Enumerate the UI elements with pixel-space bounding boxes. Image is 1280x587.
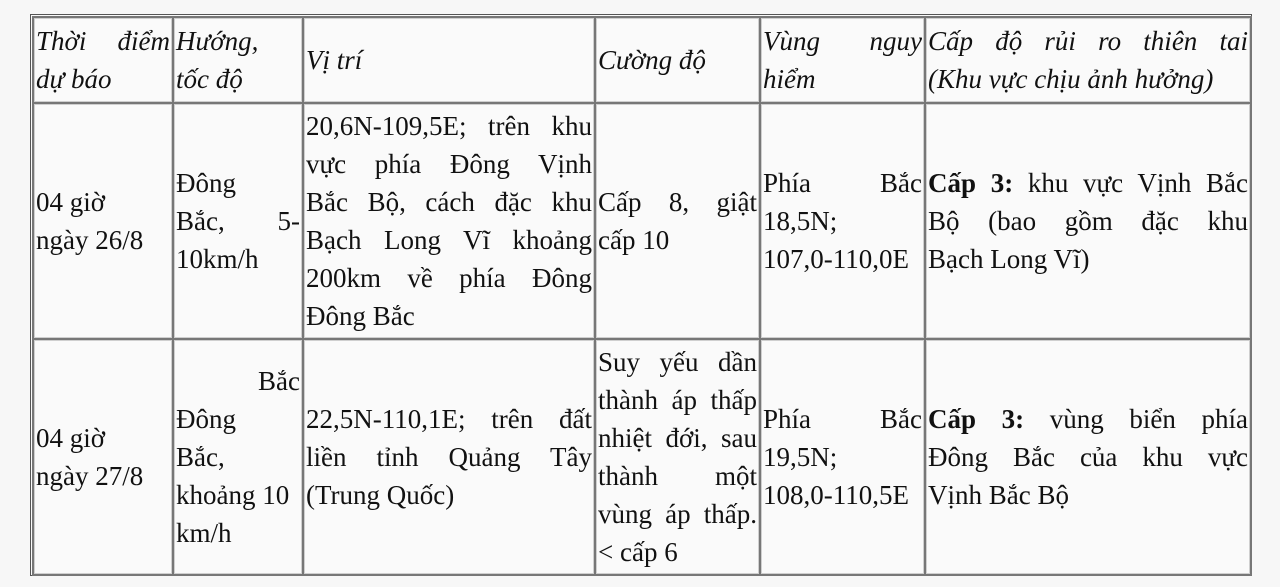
cell-direction: Đông Bắc, 5- 10km/h [173, 103, 303, 339]
cell-position: 22,5N-110,1E; trên đất liền tỉnh Quảng Tây (Trung Quốc) [303, 339, 595, 575]
header-direction-speed: Hướng, tốc độ [173, 17, 303, 103]
cell-position: 20,6N-109,5E; trên khu vực phía Đông Vịnh Bắc Bộ, cách đặc khu Bạch Long Vĩ khoảng 200km về phía Đông Đông Bắc [303, 103, 595, 339]
header-risk-level: Cấp độ rủi ro thiên tai (Khu vực chịu ảnh hưởng) [925, 17, 1251, 103]
risk-level-label: Cấp 3: [928, 404, 1025, 434]
header-position: Vị trí [303, 17, 595, 103]
cell-intensity: Cấp 8, giật cấp 10 [595, 103, 760, 339]
cell-danger-zone: Phía Bắc 18,5N; 107,0-110,0E [760, 103, 925, 339]
header-intensity: Cường độ [595, 17, 760, 103]
cell-risk-level: Cấp 3: khu vực Vịnh Bắc Bộ (bao gồm đặc khu Bạch Long Vĩ) [925, 103, 1251, 339]
cell-danger-zone: Phía Bắc 19,5N; 108,0-110,5E [760, 339, 925, 575]
risk-level-label: Cấp 3: [928, 168, 1014, 198]
cell-risk-level: Cấp 3: vùng biển phía Đông Bắc của khu vực Vịnh Bắc Bộ [925, 339, 1251, 575]
cell-time: 04 giờ ngày 26/8 [33, 103, 173, 339]
header-danger-zone: Vùng nguy hiểm [760, 17, 925, 103]
header-forecast-time: Thời điểm dự báo [33, 17, 173, 103]
table-header-row [33, 17, 1251, 103]
table-row [33, 103, 1251, 339]
cell-intensity: Suy yếu dần thành áp thấp nhiệt đới, sau thành một vùng áp thấp. < cấp 6 [595, 339, 760, 575]
cell-time: 04 giờ ngày 27/8 [33, 339, 173, 575]
cell-direction: Bắc Đông Bắc, khoảng 10 km/h [173, 339, 303, 575]
table-row [33, 339, 1251, 575]
forecast-table [32, 16, 1252, 576]
